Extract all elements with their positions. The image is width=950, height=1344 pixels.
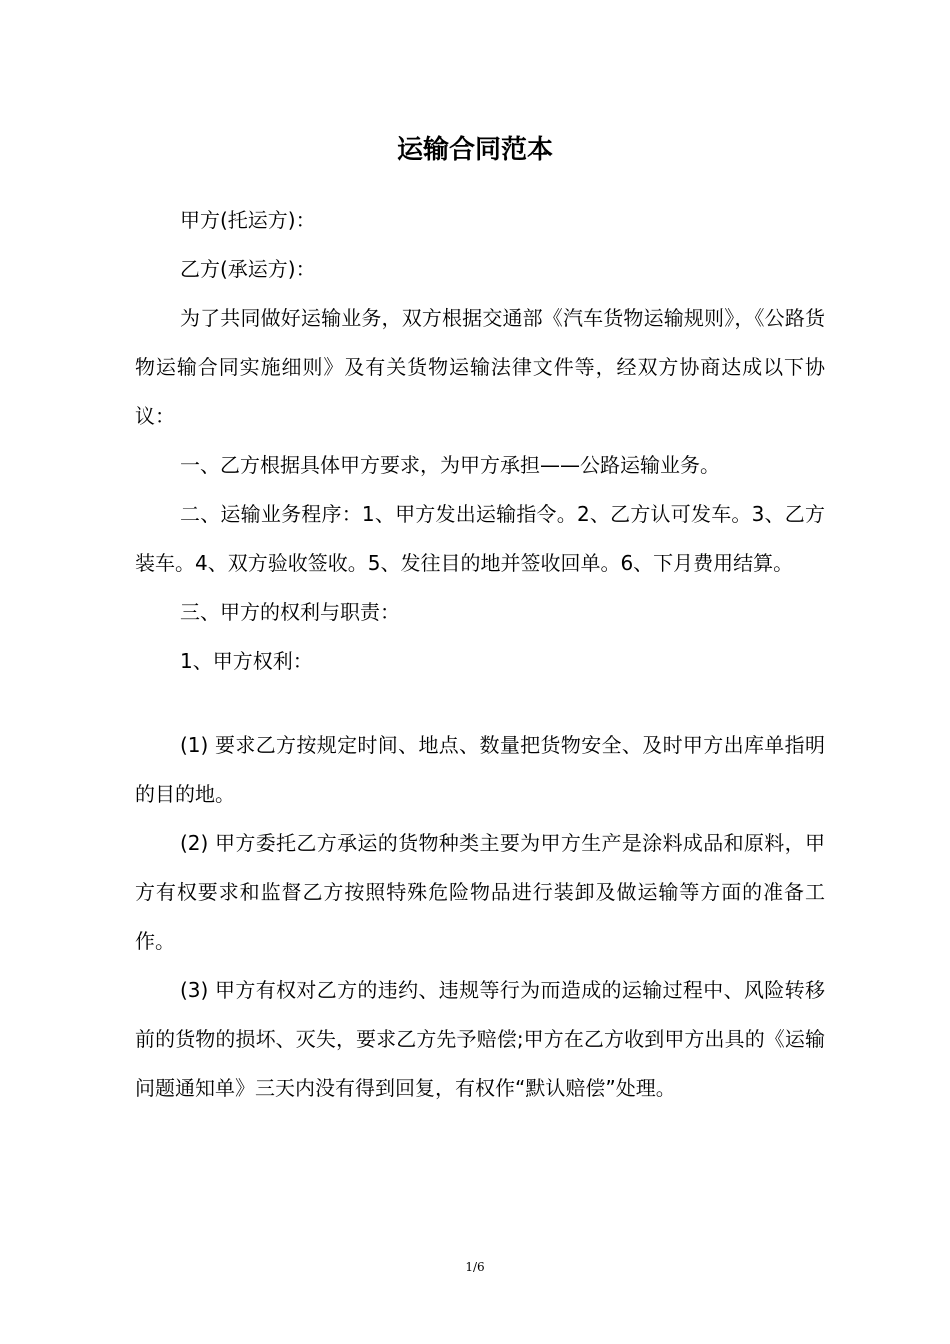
document-body <box>135 196 825 1113</box>
preamble-paragraph: 为了共同做好运输业务，双方根据交通部《汽车货物运输规则》，《公路货物运输合同实施细则》及有关货物运输法律文件等，经双方协商达成以下协议： <box>135 306 825 428</box>
page-number: 1/6 <box>465 1260 485 1274</box>
party-a-rights-heading: 1、甲方权利： <box>180 649 313 673</box>
document-title: 运输合同范本 <box>396 135 553 165</box>
clause-3-heading: 三、甲方的权利与职责： <box>180 600 400 624</box>
right-item-1: (1) 要求乙方按规定时间、地点、数量把货物安全、及时甲方出库单指明的目的地。 <box>135 733 825 806</box>
clause-1-paragraph: 一、乙方根据具体甲方要求，为甲方承担——公路运输业务。 <box>180 453 720 477</box>
clause-2-paragraph: 二、运输业务程序：1、甲方发出运输指令。2、乙方认可发车。3、乙方装车。4、双方验收签收。5、发往目的地并签收回单。6、下月费用结算。 <box>135 502 825 575</box>
right-item-3: (3) 甲方有权对乙方的违约、违规等行为而造成的运输过程中、风险转移前的货物的损坏、灭失，要求乙方先予赔偿;甲方在乙方收到甲方出具的《运输问题通知单》三天内没有得到回复，有权作“默认赔偿”处理。 <box>135 978 825 1100</box>
party-a-line: 甲方(托运方)： <box>180 208 316 232</box>
right-item-2: (2) 甲方委托乙方承运的货物种类主要为甲方生产是涂料成品和原料，甲方有权要求和监督乙方按照特殊危险物品进行装卸及做运输等方面的准备工作。 <box>135 831 825 953</box>
party-b-line: 乙方(承运方)： <box>180 257 316 281</box>
